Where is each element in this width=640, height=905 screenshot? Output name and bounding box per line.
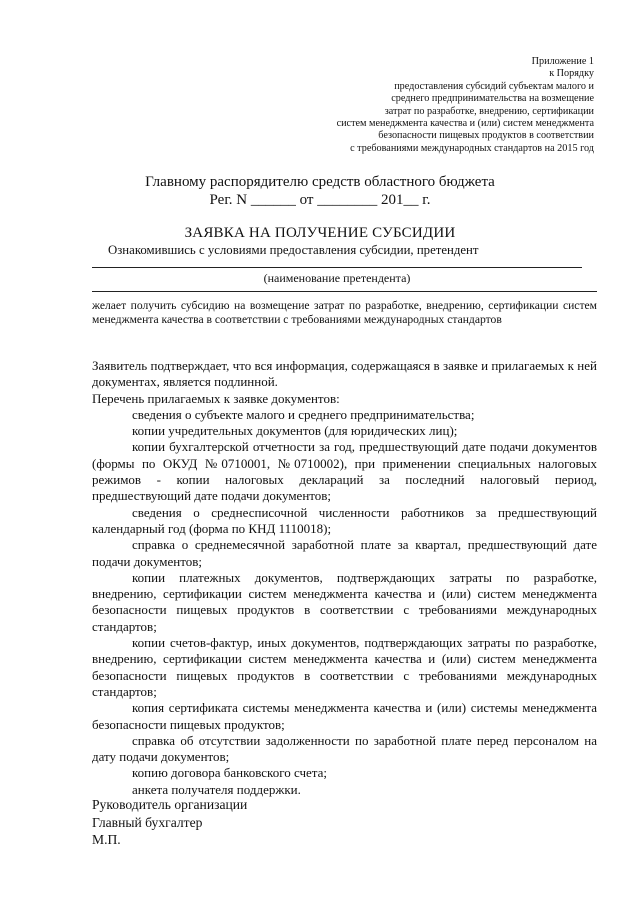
appendix-line: с требованиями международных стандартов на 2015 год xyxy=(350,142,594,154)
registration-line: Рег. N ______ от ________ 201__ г. xyxy=(209,192,431,208)
attachment-item: справка об отсутствии задолженности по заработной плате перед персоналом на дату подачи документов; xyxy=(92,732,597,765)
stamp-place: М.П. xyxy=(92,832,121,847)
intro-text: Ознакомившись с условиями предоставления субсидии, претендент xyxy=(108,243,479,257)
confirmation-paragraph: Заявитель подтверждает, что вся информация, содержащаяся в заявке и прилагаемых к ней документах, является подлинной. xyxy=(92,358,597,390)
request-text: желает получить субсидию на возмещение затрат по разработке, внедрению, сертификации систем менеджмента качества в соответствии с требованиями международных стандартов xyxy=(92,299,597,326)
attachment-item: копии счетов-фактур, иных документов, подтверждающих затраты по разработке, внедрению, сертификации систем менеджмента качества и (или) систем менеджмента безопасности пищевых продуктов в соответствии с требованиями международных стандартов; xyxy=(92,635,597,699)
attachment-item: копия сертификата системы менеджмента качества и (или) системы менеджмента безопасности пищевых продуктов; xyxy=(92,700,597,732)
addressee-line: Главному распорядителю средств областного бюджета xyxy=(145,174,495,190)
appendix-line: безопасности пищевых продуктов в соответствии xyxy=(378,130,594,142)
appendix-line: Приложение 1 xyxy=(531,56,594,67)
attachment-item: сведения о среднесписочной численности работников за предшествующий календарный год (форма по КНД 1110018); xyxy=(92,504,597,536)
attachment-item: анкета получателя поддержки. xyxy=(132,781,301,797)
appendix-note xyxy=(274,56,594,155)
signature-block xyxy=(92,796,247,849)
head-signature: Руководитель организации xyxy=(92,797,248,812)
attachment-item: справка о среднемесячной заработной плате за квартал, предшествующий дате подачи документов; xyxy=(92,537,597,569)
attachments-header: Перечень прилагаемых к заявке документов: xyxy=(92,390,340,406)
appendix-line: к Порядку xyxy=(549,68,594,80)
appendix-line: систем менеджмента качества и (или) систем менеджмента xyxy=(336,118,594,130)
document-body xyxy=(92,358,597,798)
attachment-item: копии платежных документов, подтверждающих затраты по разработке, внедрению, сертификации систем менеджмента качества и (или) систем менеджмента безопасности пищевых продуктов в соответствии с требованиями международных стандартов; xyxy=(92,569,597,634)
attachment-item: копию договора банковского счета; xyxy=(132,765,328,781)
appendix-line: предоставления субсидий субъектам малого и xyxy=(394,80,594,92)
applicant-name-line xyxy=(92,267,582,268)
appendix-line: среднего предпринимательства на возмещение xyxy=(391,93,594,105)
attachment-item: копии бухгалтерской отчетности за год, предшествующий дате подачи документов (формы по ОКУД №0710001, №0710002), при применении специальных налоговых режимов - копии налоговых деклараций за последний налоговый период, предшествующий дате подачи документов; xyxy=(92,439,597,504)
addressee-block xyxy=(0,173,640,209)
applicant-name-line-2 xyxy=(92,291,597,292)
attachment-item: копии учредительных документов (для юридических лиц); xyxy=(132,423,458,439)
attachment-item: сведения о субъекте малого и среднего предпринимательства; xyxy=(132,406,475,422)
document-title: ЗАЯВКА НА ПОЛУЧЕНИЕ СУБСИДИИ xyxy=(184,225,456,241)
accountant-signature: Главный бухгалтер xyxy=(92,814,203,830)
appendix-line: затрат по разработке, внедрению, сертификации xyxy=(384,105,594,117)
applicant-name-caption: (наименование претендента) xyxy=(263,271,411,285)
